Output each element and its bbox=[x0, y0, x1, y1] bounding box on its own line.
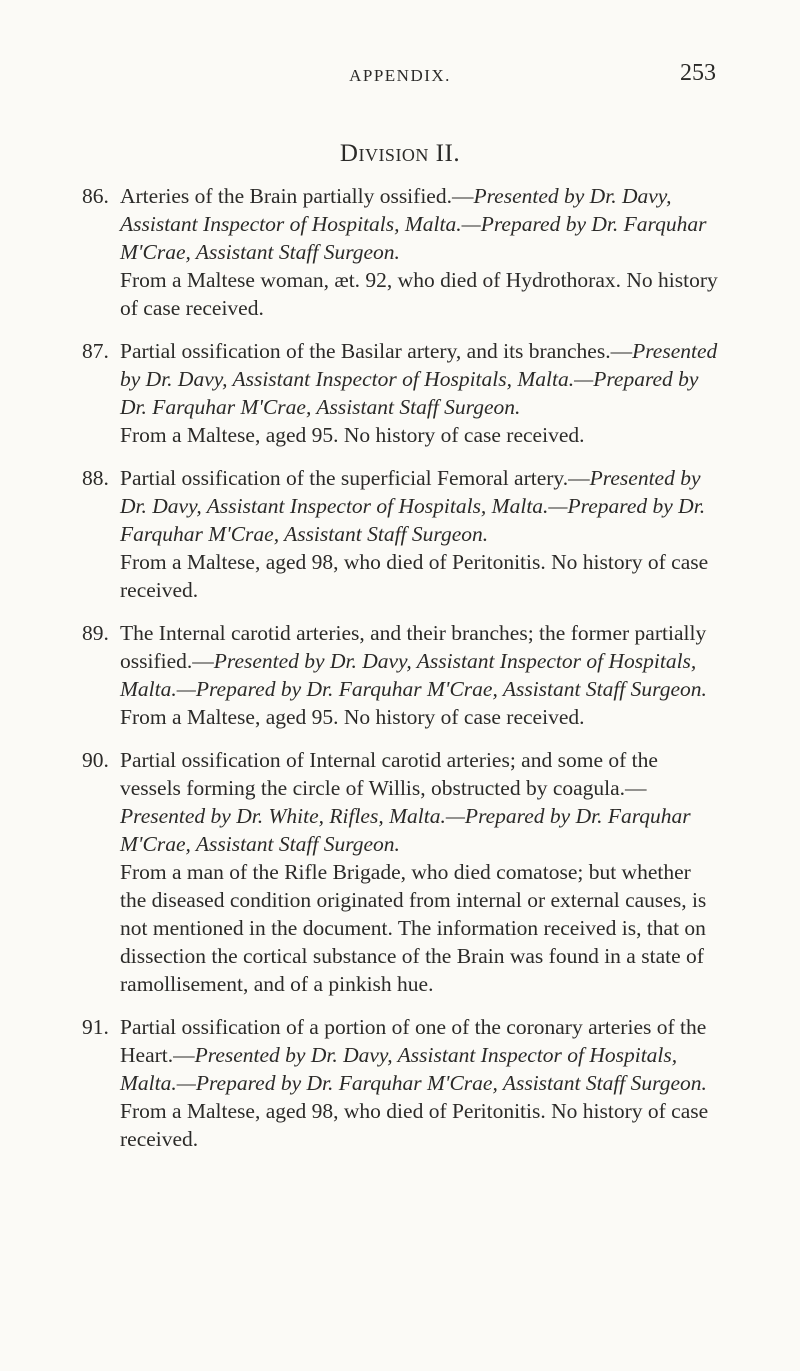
catalogue-entry bbox=[82, 182, 722, 322]
entry-credit: Presented by Dr. White, Rifles, Malta.—Prepared by Dr. Farquhar M'Crae, Assistant Staff Surgeon. bbox=[120, 804, 691, 856]
catalogue-entry bbox=[82, 619, 722, 731]
entry-number: 91. bbox=[82, 1015, 109, 1039]
entry-description: Partial ossification of the Basilar artery, and its branches.— bbox=[120, 339, 633, 363]
division-heading: Division II. bbox=[339, 140, 461, 167]
catalogue-entry bbox=[82, 464, 722, 604]
entry-number: 86. bbox=[82, 184, 109, 208]
entry-credit: Presented by Dr. Davy, Assistant Inspector of Hospitals, Malta.—Prepared by Dr. Farquhar M'Crae, Assistant Staff Surgeon. bbox=[120, 184, 707, 264]
entry-description: Partial ossification of Internal carotid arteries; and some of the vessels forming the circle of Willis, obstructed by coagula.— bbox=[120, 748, 658, 800]
entry-credit: Presented by Dr. Davy, Assistant Inspector of Hospitals, Malta.—Prepared by Dr. Farquhar M'Crae, Assistant Staff Surgeon. bbox=[120, 1043, 707, 1095]
entry-description: Partial ossification of the superficial Femoral artery.— bbox=[120, 466, 590, 490]
entry-credit: Presented by Dr. Davy, Assistant Inspector of Hospitals, Malta.—Prepared by Dr. Farquhar M'Crae, Assistant Staff Surgeon. bbox=[120, 466, 706, 546]
entry-history: From a Maltese, aged 98, who died of Peritonitis. No history of case received. bbox=[120, 1099, 709, 1151]
entry-history: From a Maltese woman, æt. 92, who died of Hydrothorax. No history of case received. bbox=[120, 268, 718, 320]
entry-credit: Presented by Dr. Davy, Assistant Inspector of Hospitals, Malta.—Prepared by Dr. Farquhar M'Crae, Assistant Staff Surgeon. bbox=[120, 339, 718, 419]
entry-description: The Internal carotid arteries, and their branches; the former partially ossified.— bbox=[120, 621, 707, 673]
entry-number: 88. bbox=[82, 466, 109, 490]
catalogue-entry bbox=[82, 337, 722, 449]
entry-history: From a Maltese, aged 98, who died of Peritonitis. No history of case received. bbox=[120, 550, 709, 602]
entry-number: 90. bbox=[82, 748, 109, 772]
entry-number: 89. bbox=[82, 621, 109, 645]
running-title: APPENDIX. bbox=[349, 66, 451, 85]
entry-history: From a man of the Rifle Brigade, who died comatose; but whether the diseased condition originated from internal or external causes, is not mentioned in the document. The information received is, that on dissection the cortical substance of the Brain was found in a state of ramollisement, and of a pinkish hue. bbox=[120, 860, 707, 996]
entry-description: Partial ossification of a portion of one of the coronary arteries of the Heart.— bbox=[120, 1015, 707, 1067]
catalogue-entries bbox=[82, 182, 722, 1168]
page-number: 253 bbox=[680, 60, 716, 86]
entry-credit: Presented by Dr. Davy, Assistant Inspector of Hospitals, Malta.—Prepared by Dr. Farquhar M'Crae, Assistant Staff Surgeon. bbox=[120, 649, 707, 701]
catalogue-entry bbox=[82, 746, 722, 998]
entry-description: Arteries of the Brain partially ossified.— bbox=[120, 184, 474, 208]
entry-history: From a Maltese, aged 95. No history of case received. bbox=[120, 705, 585, 729]
entry-history: From a Maltese, aged 95. No history of case received. bbox=[120, 423, 585, 447]
catalogue-entry bbox=[82, 1013, 722, 1153]
running-head bbox=[0, 60, 800, 96]
entry-number: 87. bbox=[82, 339, 109, 363]
